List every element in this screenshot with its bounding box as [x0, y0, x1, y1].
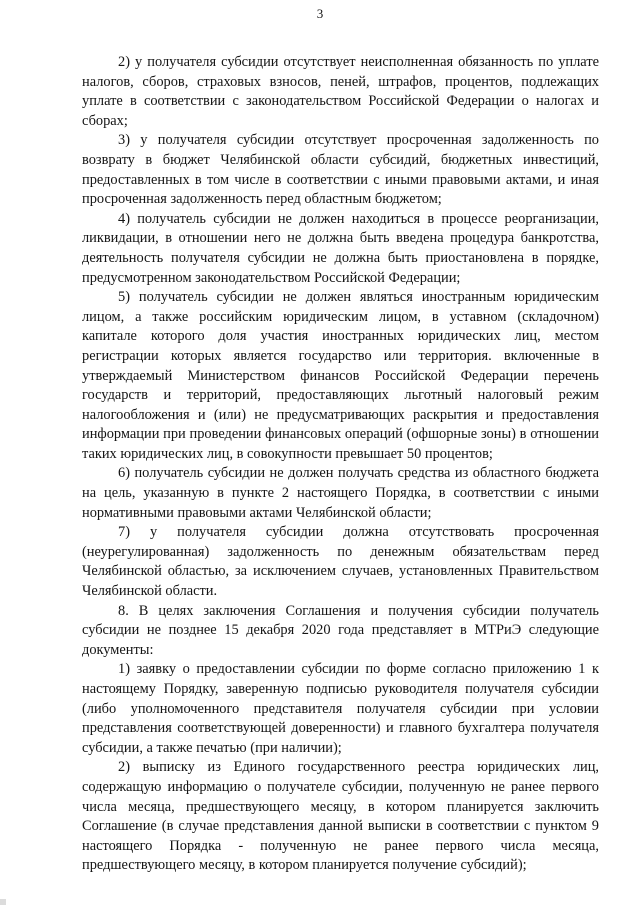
paragraph-item-2: 2) у получателя субсидии отсутствует неисполненная обязанность по уплате налогов, сборов, страховых взносов, пеней, штрафов, процентов, подлежащих уплате в соответствии с законодательством Российской Федерации о налогах и сборах; [82, 54, 599, 129]
paragraph-clause-8: 8. В целях заключения Соглашения и получения субсидии получатель субсидии не позднее 15 декабря 2020 года представляет в МТРиЭ следующие документы: [82, 602, 599, 658]
paragraph-document-1: 1) заявку о предоставлении субсидии по форме согласно приложению 1 к настоящему Порядку, заверенную подписью руководителя получателя субсидии (либо уполномоченного представителя получателя субсидии при условии представления соответствующей доверенности) и главного бухгалтера получателя субсидии, а также печатью (при наличии); [82, 661, 599, 756]
paragraph-item-4: 4) получатель субсидии не должен находиться в процессе реорганизации, ликвидации, в отношении него не должна быть введена процедура банкротства, деятельность получателя субсидии не должна быть приостановлена в порядке, предусмотренном законодательством Российской Федерации; [82, 210, 599, 286]
document-body [82, 53, 599, 876]
paragraph-item-3: 3) у получателя субсидии отсутствует просроченная задолженность по возврату в бюджет Челябинской области субсидий, бюджетных инвестиций, предоставленных в том числе в соответствии с иными правовыми актами, и иная просроченная задолженность перед областным бюджетом; [82, 132, 599, 208]
scan-artifact [0, 899, 6, 905]
paragraph-item-7: 7) у получателя субсидии должна отсутствовать просроченная (неурегулированная) задолженность по денежным обязательствам перед Челябинской областью, за исключением случаев, установленных Правительством Челябинской области. [82, 524, 599, 600]
paragraph-item-5: 5) получатель субсидии не должен являться иностранным юридическим лицом, а также российским юридическим лицом, в уставном (складочном) капитале которого доля участия иностранных юридических лиц, местом регистрации которых является государство или территория. включенные в утверждаемый Министерством финансов Российской Федерации перечень государств и территорий, предоставляющих льготный налоговый режим налогообложения и (или) не предусматривающих раскрытия и предоставления информации при проведении финансовых операций (офшорные зоны) в отношении таких юридических лиц, в совокупности превышает 50 процентов; [82, 289, 599, 462]
page-number: 3 [316, 6, 324, 21]
paragraph-document-2: 2) выписку из Единого государственного реестра юридических лиц, содержащую информацию о получателе субсидии, полученную не ранее первого числа месяца, предшествующего месяцу, в котором планируется заключить Соглашение (в случае представления данной выписки в соответствии с пунктом 9 настоящего Порядка - полученную не ранее первого числа месяца, предшествующего месяцу, в котором планируется получение субсидий); [82, 759, 599, 874]
paragraph-item-6: 6) получатель субсидии не должен получать средства из областного бюджета на цель, указанную в пункте 2 настоящего Порядка, в соответствии с иными нормативными правовыми актами Челябинской области; [82, 465, 599, 521]
